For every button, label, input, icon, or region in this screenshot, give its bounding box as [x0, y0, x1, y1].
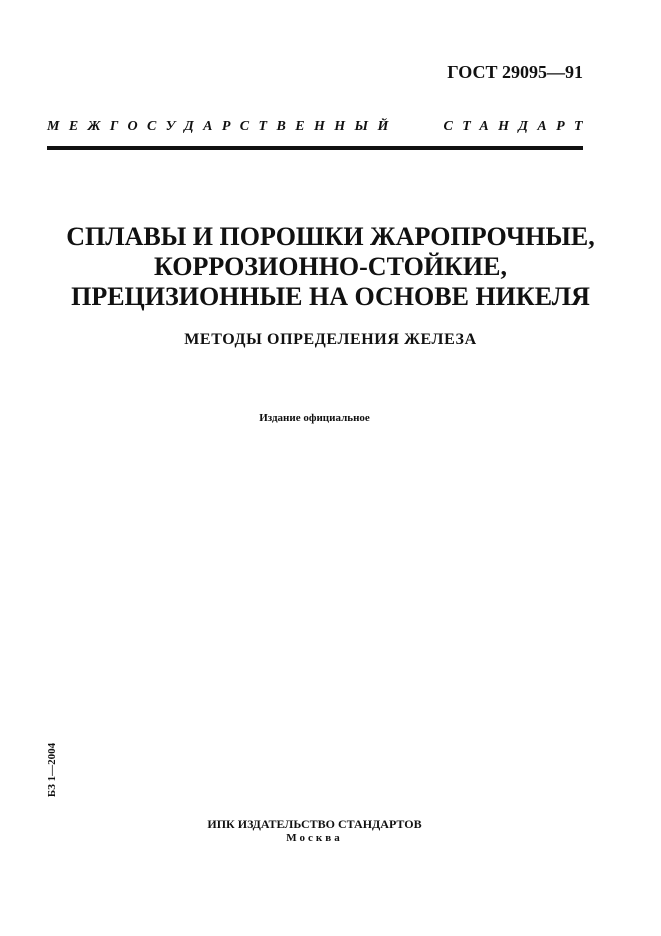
- document-title: [0, 222, 661, 312]
- standard-word: СТАНДАРТ: [443, 119, 592, 134]
- edition-note: Издание официальное: [259, 412, 370, 424]
- publisher-city: Москва: [286, 832, 343, 844]
- document-subtitle: МЕТОДЫ ОПРЕДЕЛЕНИЯ ЖЕЛЕЗА: [184, 331, 477, 348]
- interstate-standard-heading: [47, 119, 592, 135]
- title-line: КОРРОЗИОННО-СТОЙКИЕ,: [154, 252, 507, 281]
- header-rule: [47, 146, 583, 150]
- interstate-word: МЕЖГОСУДАРСТВЕННЫЙ: [47, 119, 398, 134]
- side-code: БЗ 1—2004: [46, 742, 58, 798]
- title-line: СПЛАВЫ И ПОРОШКИ ЖАРОПРОЧНЫЕ,: [66, 222, 595, 251]
- title-line: ПРЕЦИЗИОННЫЕ НА ОСНОВЕ НИКЕЛЯ: [71, 282, 590, 311]
- publisher: ИПК ИЗДАТЕЛЬСТВО СТАНДАРТОВ: [207, 817, 422, 831]
- document-code: ГОСТ 29095—91: [447, 62, 583, 82]
